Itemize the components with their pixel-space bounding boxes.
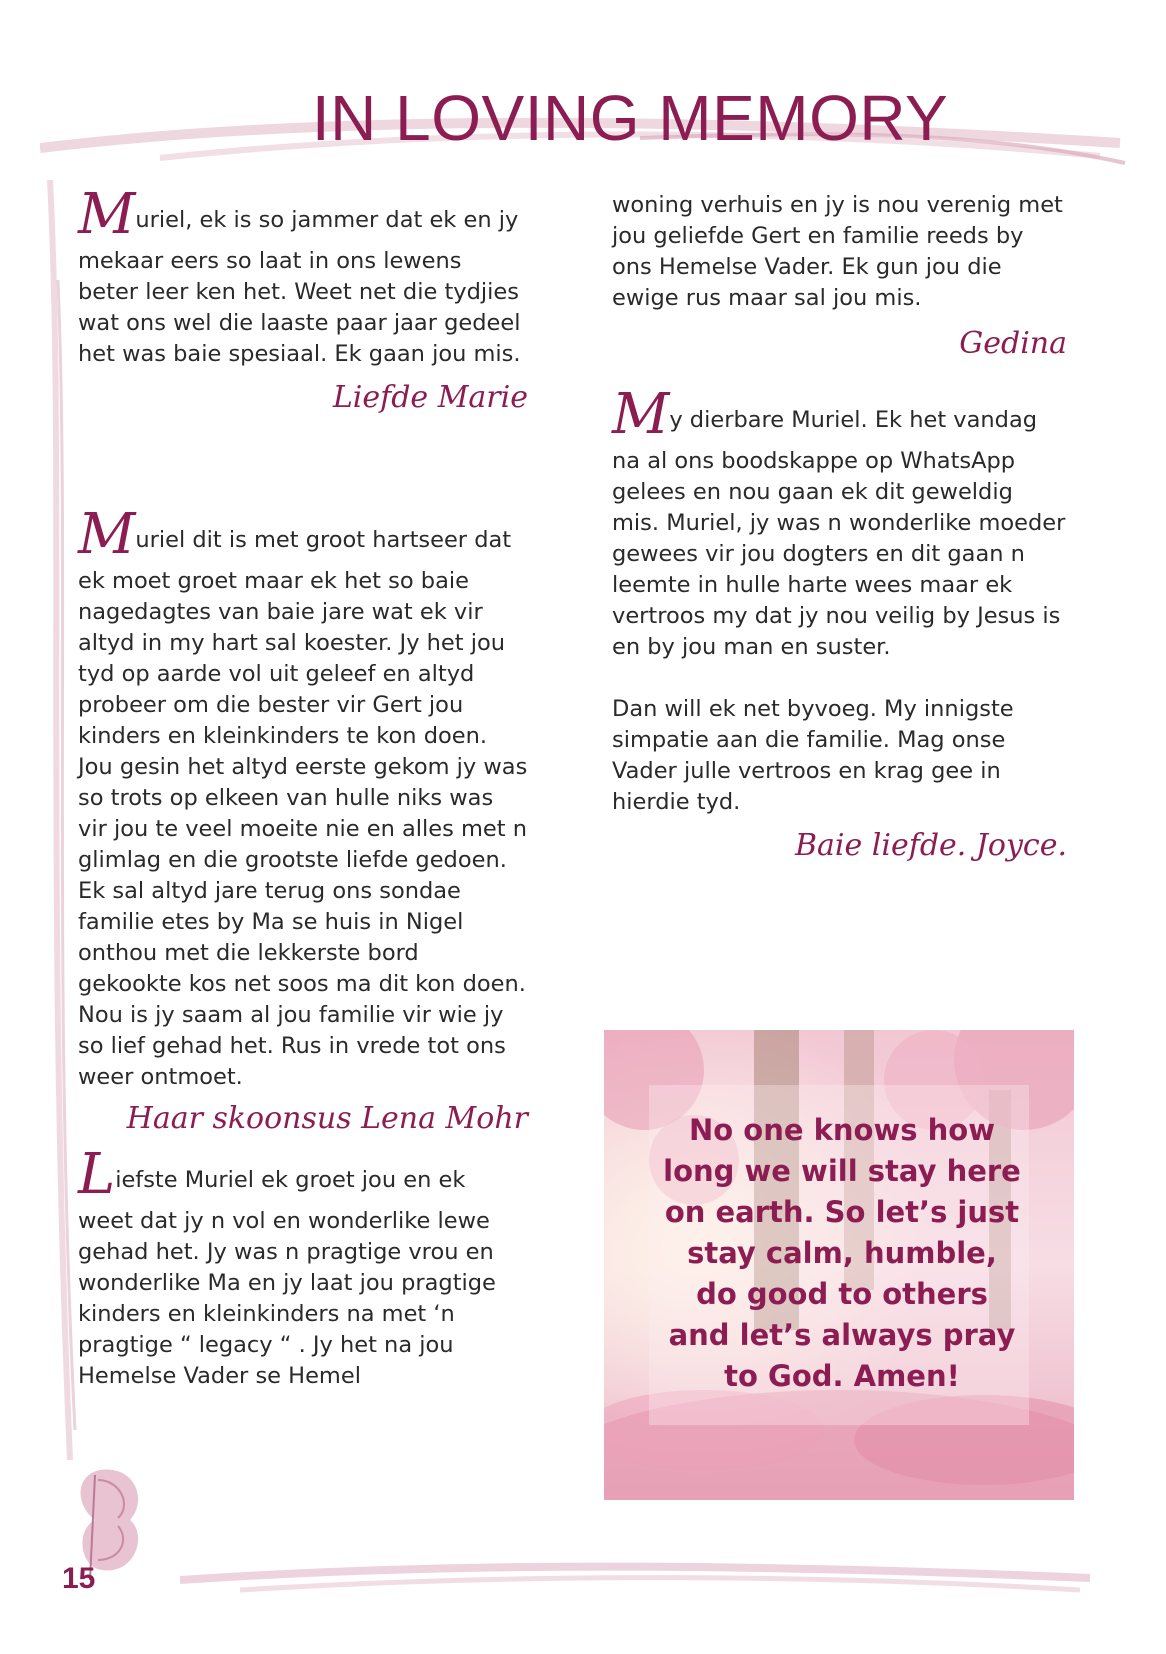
signature: Gedina <box>959 326 1067 361</box>
tribute-text: Muriel dit is met groot hartseer dat ek moet groet maar ek het so baie nagedagtes van baie jare wat ek vir altyd in my hart sal koester. Jy het jou tyd op aarde vol uit geleef en altyd probeer om die bester vir Gert jou kinders en kleinkinders te kon doen. Jou gesin het altyd eerste gekom jy was so trots op elkeen van hulle niks was vir jou te veel moeite nie en alles met n glimlag en die grootste liefde gedoen. Ek sal altyd jare terug ons sondae familie etes by Ma se huis in Nigel onthou met die lekkerste bord gekookte kos net soos ma dit kon doen. Nou is jy saam al jou familie vir wie jy so lief gehad het. Rus in vrede tot ons weer ontmoet. <box>78 502 528 1090</box>
signature: Haar skoonsus Lena Mohr <box>126 1101 528 1136</box>
drop-cap: M <box>612 382 670 447</box>
drop-cap: M <box>78 502 136 567</box>
tribute-text: woning verhuis en jy is nou verenig met jou geliefde Gert en familie reeds by ons Hemelse Vader. Ek gun jou die ewige rus maar sal jou mis. <box>612 192 1063 311</box>
page-title: IN LOVING MEMORY <box>311 82 949 154</box>
signature: Liefde Marie <box>332 380 528 415</box>
tribute-marie <box>78 182 528 415</box>
tribute-text: Muriel, ek is so jammer dat ek en jy mekaar eers so laat in ons lewens beter leer ken het. Weet net die tydjies wat ons wel die laaste paar jaar gedeel het was baie spesiaal. Ek gaan jou mis. <box>78 182 521 367</box>
quote-text: No one knows how long we will stay here on earth. So let’s just stay calm, humble, do good to others and let’s always pray to God. Amen! <box>663 1113 1021 1393</box>
tribute-gedina-start <box>78 1142 528 1392</box>
drop-cap: L <box>78 1142 116 1207</box>
quote-image <box>604 1030 1074 1500</box>
tribute-lena <box>78 502 528 1136</box>
tribute-text: My dierbare Muriel. Ek het vandag na al ons boodskappe op WhatsApp gelees en nou gaan ek dit geweldig mis. Muriel, jy was n wonderlike moeder gewees vir jou dogters en dit gaan n leemte in hulle harte wees maar ek vertroos my dat jy nou veilig by Jesus is en by jou man en suster. <box>612 382 1066 660</box>
page-number: 15 <box>62 1562 96 1595</box>
footer-brush-stroke <box>180 1550 1100 1610</box>
signature: Baie liefde. Joyce. <box>794 828 1067 863</box>
drop-cap: M <box>78 182 136 247</box>
tribute-gedina-continued <box>612 190 1067 361</box>
tribute-text-2: Dan will ek net byvoeg. My innigste simpatie aan die familie. Mag onse Vader julle vertroos en krag gee in hierdie tyd. <box>612 696 1014 815</box>
tribute-joyce <box>612 382 1067 863</box>
tribute-text: Liefste Muriel ek groet jou en ek weet dat jy n vol en wonderlike lewe gehad het. Jy was n pragtige vrou en wonderlike Ma en jy laat jou pragtige kinders en kleinkinders na met ‘n pragtige “ legacy “ . Jy het na jou Hemelse Vader se Hemel <box>78 1142 496 1389</box>
